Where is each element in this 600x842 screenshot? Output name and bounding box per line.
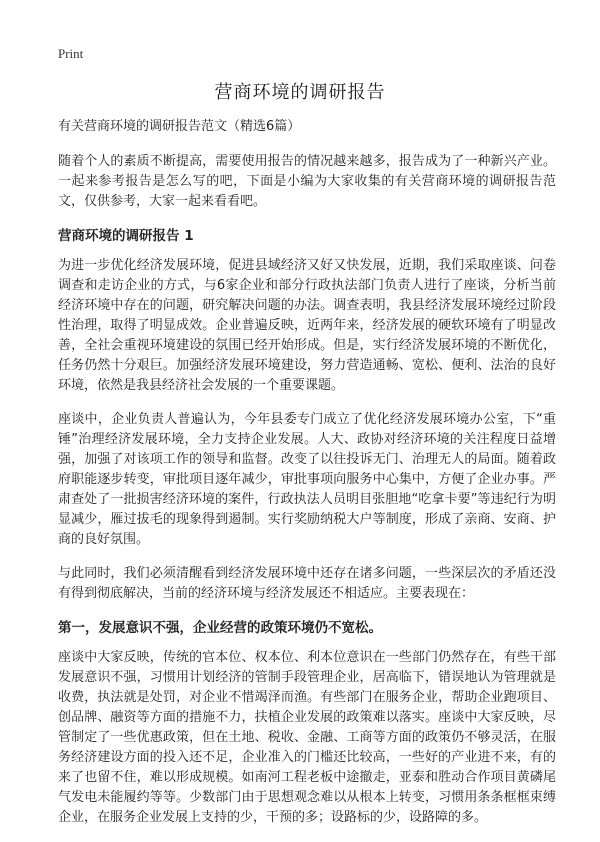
document-body xyxy=(58,118,556,842)
print-link[interactable]: Print xyxy=(58,46,84,61)
section-paragraph-3: 与此同时，我们必须清醒看到经济发展环境中还存在诸多问题，一些深层次的矛盾还没有得到彻底解决，当前的经济环境与经济发展还不相适应。主要表现在： xyxy=(58,566,556,601)
section-paragraph-2: 座谈中，企业负责人普遍认为，今年县委专门成立了优化经济发展环境办公室，下“重锤”治理经济发展环境，全力支持企业发展。人大、政协对经济环境的关注程度日益增强，加强了对该项工作的领导和监督。改变了以往投诉无门、治理无人的局面。随着政府职能逐步转变，审批项目逐年减少，审批事项向服务中心集中，方便了企业办事。严肃查处了一批损害经济环境的案件，行政执法人员明目张胆地“吃拿卡要”等违纪行为明显减少，雁过拔毛的现象得到遏制。实行奖励纳税大户等制度，形成了亲商、安商、护商的良好氛围。 xyxy=(58,412,556,547)
page-title: 营商环境的调研报告 xyxy=(214,82,386,103)
section-heading: 营商环境的调研报告 1 xyxy=(58,228,194,244)
point-heading-1: 第一，发展意识不强，企业经营的政策环境仍不宽松。 xyxy=(58,620,382,636)
point-paragraph-1: 座谈中大家反映，传统的官本位、权本位、利本位意识在一些部门仍然存在，有些干部发展意识不强，习惯用计划经济的管制手段管理企业，居高临下，错误地认为管理就是收费，执法就是处罚，对企业不惜竭泽而渔。有些部门在服务企业，帮助企业跑项目、创品牌、融资等方面的措施不力，扶植企业发展的政策难以落实。座谈中大家反映，尽管制定了一些优惠政策，但在土地、税收、金融、工商等方面的政策仍不够灵活，在服务经济建设方面的投入还不足，企业准入的门槛还比较高，一些好的产业进不来，有的来了也留不住，难以形成规模。如南河工程老板中途撤走，亚泰和胜动合作项目黄磷尾气发电未能履约等等。少数部门由于思想观念难以从根本上转变，习惯用条条框框束缚企业，在服务企业发展上支持的少，干预的多；设路标的少，设路障的多。 xyxy=(58,650,556,825)
section-paragraph-1: 为进一步优化经济发展环境，促进县域经济又好又快发展，近期，我们采取座谈、问卷调查和走访企业的方式，与6家企业和部分行政执法部门负责人进行了座谈，分析当前经济环境中存在的问题，研究解决问题的办法。调查表明，我县经济发展环境经过阶段性治理，取得了明显成效。企业普遍反映，近两年来，经济发展的硬软环境有了明显改善，全社会重视环境建设的氛围已经开始形成。但是，实行经济发展环境的不断优化，任务仍然十分艰巨。加强经济发展环境建设，努力营造通畅、宽松、便利、法治的良好环境，依然是我县经济社会发展的一个重要课题。 xyxy=(58,258,556,393)
intro-paragraph: 随着个人的素质不断提高，需要使用报告的情况越来越多，报告成为了一种新兴产业。一起来参考报告是怎么写的吧，下面是小编为大家收集的有关营商环境的调研报告范文，仅供参考，大家一起来看看吧。 xyxy=(58,154,556,209)
document-subtitle: 有关营商环境的调研报告范文（精选6篇） xyxy=(58,119,301,134)
